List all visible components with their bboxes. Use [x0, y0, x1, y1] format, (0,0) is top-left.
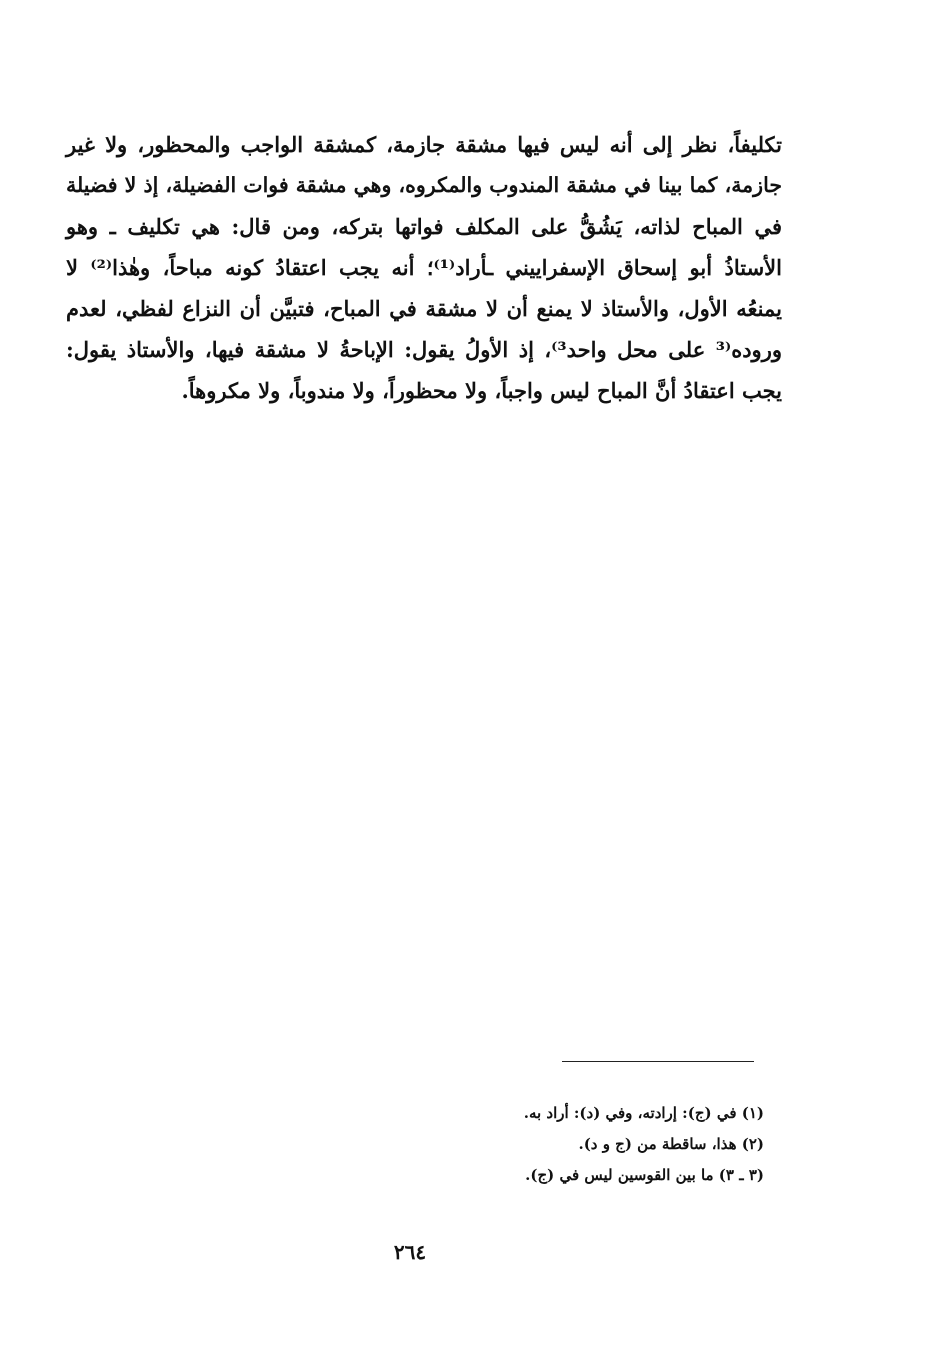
- text-line: في المباح لذاته، يَشُقُّ على المكلف فواتها بتركه، ومن قال: هي تكليف ـ وهو: [66, 214, 782, 239]
- footnote-2: (٢) هذا، ساقطة من (ج و د).: [578, 1135, 764, 1153]
- footnotes: [344, 1098, 764, 1191]
- text-line: تكليفاً، نظر إلى أنه ليس فيها مشقة جازمة، كمشقة الواجب والمحظور، ولا غير: [66, 132, 782, 157]
- page-number: ٢٦٤: [393, 1240, 427, 1264]
- footnote-1: (١) في (ج): إرادته، وفي (د): أراد به.: [523, 1104, 764, 1122]
- main-text: [66, 124, 782, 411]
- footnote-3: (٣ ـ ٣) ما بين القوسين ليس في (ج).: [525, 1166, 764, 1184]
- text-line: الأستاذُ أبو إسحاق الإسفراييني ـأراد⁽¹⁾؛ أنه يجب اعتقادُ كونه مباحاً، وهٰذا⁽²⁾ لا: [66, 255, 782, 280]
- text-line: يجب اعتقادُ أنَّ المباح ليس واجباً، ولا محظوراً، ولا مندوباً، ولا مكروهاً.: [181, 378, 782, 403]
- text-line: وروده⁽³ على محل واحد³⁾، إذ الأولُ يقول: الإباحةُ لا مشقة فيها، والأستاذ يقول:: [66, 337, 782, 362]
- text-line: جازمة، كما بينا في مشقة المندوب والمكروه، وهي مشقة فوات الفضيلة، إذ لا فضيلة: [66, 173, 782, 197]
- footnote-separator: [562, 1061, 754, 1062]
- text-line: يمنعُه الأول، والأستاذ لا يمنع أن لا مشقة في المباح، فتبيَّن أن النزاع لفظي، لعدم: [66, 296, 782, 321]
